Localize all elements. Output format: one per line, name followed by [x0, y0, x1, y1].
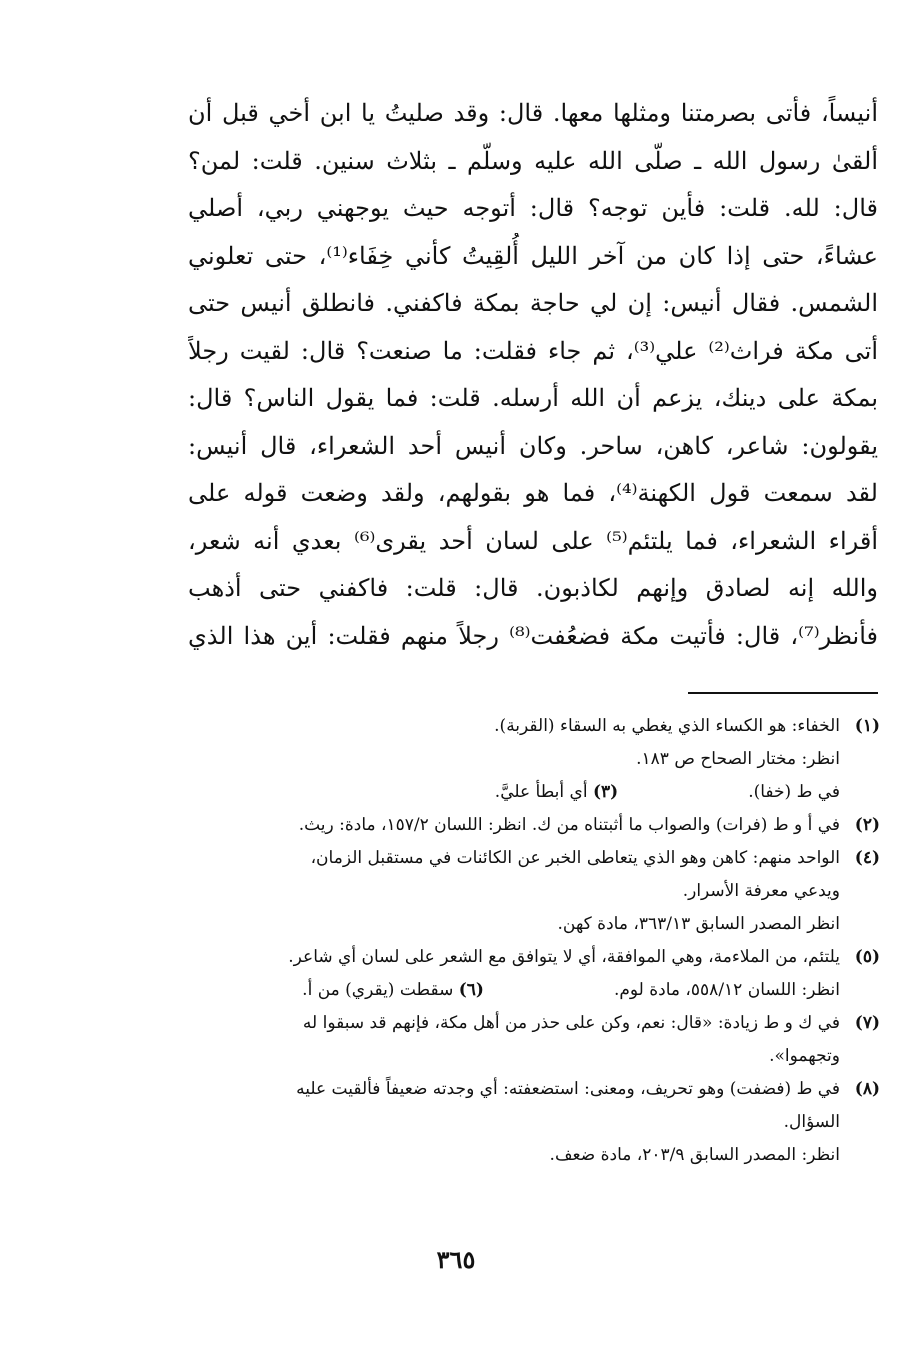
footnote-number: (٨): [854, 1079, 880, 1099]
footnote-line: ويدعي معرفة الأسرار.: [682, 881, 840, 901]
page-number: ٣٦٥: [436, 1245, 476, 1274]
footnote: [188, 1007, 880, 1073]
text-line: يقولون: شاعر، كاهن، ساحر. وكان أنيس أحد الشعراء، قال أنيس:: [188, 431, 878, 460]
text-line: أقراء الشعراء، فما يلتئم⁽⁵⁾ على لسان أحد يقرى⁽⁶⁾ بعدي أنه شعر،: [188, 526, 878, 555]
footnote-separator: [688, 692, 878, 694]
footnote-number: (١): [854, 716, 880, 736]
text-line: بمكة على دينك، يزعم أن الله أرسله. قلت: فما يقول الناس؟ قال:: [188, 384, 878, 412]
footnote-body: [188, 809, 840, 842]
footnote: [188, 1073, 880, 1172]
footnote-text: في ط (خفا).: [748, 782, 840, 802]
footnote-line: السؤال.: [783, 1112, 840, 1132]
text-line: قال: لله. قلت: فأين توجه؟ قال: أتوجه حيث يوجهني ربي، أصلي: [188, 194, 878, 222]
footnote-line: في أ و ط (فرات) والصواب ما أثبتناه من ك. انظر: اللسان ١٥٧/٢، مادة: ريث.: [298, 815, 840, 835]
footnote-body: [188, 1007, 840, 1073]
main-text: [188, 90, 878, 660]
text-line: عشاءً، حتى إذا كان من آخر الليل أُلقِيتُ كأني خِفَاء⁽¹⁾، حتى تعلوني: [188, 241, 878, 270]
footnote-number: (٦): [458, 980, 484, 1000]
footnote-line: [188, 974, 840, 1007]
text-line: لقد سمعت قول الكهنة⁽⁴⁾، فما هو بقولهم، ولقد وضعت قوله على: [188, 479, 878, 507]
footnote-number: (٢): [854, 815, 880, 835]
footnote: [188, 842, 880, 941]
footnote-text: انظر: اللسان ٥٥٨/١٢، مادة لوم.: [613, 980, 840, 1000]
text-line: أتى مكة فراث⁽²⁾ علي⁽³⁾، ثم جاء فقلت: ما صنعت؟ قال: لقيت رجلاً: [188, 336, 878, 365]
footnote-line: وتجهموا».: [769, 1046, 840, 1066]
footnote-text: أي أبطأ عليَّ.: [494, 782, 588, 802]
footnote-text: سقطت (يقري) من أ.: [302, 980, 454, 1000]
footnote-line: انظر المصدر السابق ٣٦٣/١٣، مادة كهن.: [557, 914, 840, 934]
footnote-body: [188, 842, 840, 941]
footnote-line: انظر: مختار الصحاح ص ١٨٣.: [636, 749, 840, 769]
footnote-body: [188, 941, 840, 1007]
footnote-line: في ط (فضفت) وهو تحريف، ومعنى: استضعفته: أي وجدته ضعيفاً فألقيت عليه: [296, 1079, 840, 1099]
text-line: أنيساً، فأتى بصرمتنا ومثلها معها. قال: وقد صليتُ يا ابن أخي قبل أن: [188, 99, 878, 127]
footnotes: [188, 710, 880, 1172]
footnote-body: [188, 710, 840, 809]
inline-footnote: [302, 974, 484, 1007]
footnote-number: (٧): [854, 1013, 880, 1033]
footnote: [188, 710, 880, 809]
inline-footnote: [495, 776, 618, 809]
footnote-body: [188, 1073, 840, 1172]
footnote-number: (٤): [854, 848, 880, 868]
footnote-line: الخفاء: هو الكساء الذي يغطي به السقاء (القربة).: [494, 716, 840, 736]
footnote-number: (٣): [592, 782, 619, 802]
text-line: ألقىٰ رسول الله ـ صلّى الله عليه وسلّم ـ بثلاث سنين. قلت: لمن؟: [188, 146, 878, 175]
footnote-line: انظر: المصدر السابق ٢٠٣/٩، مادة ضعف.: [549, 1145, 840, 1165]
footnote-line: يلتئم، من الملاءمة، وهي الموافقة، أي لا يتوافق مع الشعر على لسان أي شاعر.: [288, 947, 840, 967]
footnote-number: (٥): [854, 947, 880, 967]
footnote-line: الواحد منهم: كاهن وهو الذي يتعاطى الخبر عن الكائنات في مستقبل الزمان،: [310, 848, 840, 868]
text-line: والله إنه لصادق وإنهم لكاذبون. قال: قلت: فاكفني حتى أذهب: [188, 574, 878, 602]
footnote-line: في ك و ط زيادة: «قال: نعم، وكن على حذر من أهل مكة، فإنهم قد سبقوا له: [302, 1013, 840, 1033]
footnote-line: [188, 776, 840, 809]
footnote: [188, 809, 880, 842]
footnote: [188, 941, 880, 1007]
text-line: فأنظر⁽⁷⁾، قال: فأتيت مكة فضعُفت⁽⁸⁾ رجلاً منهم فقلت: أين هذا الذي: [188, 621, 878, 650]
text-line: الشمس. فقال أنيس: إن لي حاجة بمكة فاكفني. فانطلق أنيس حتى: [188, 289, 878, 317]
